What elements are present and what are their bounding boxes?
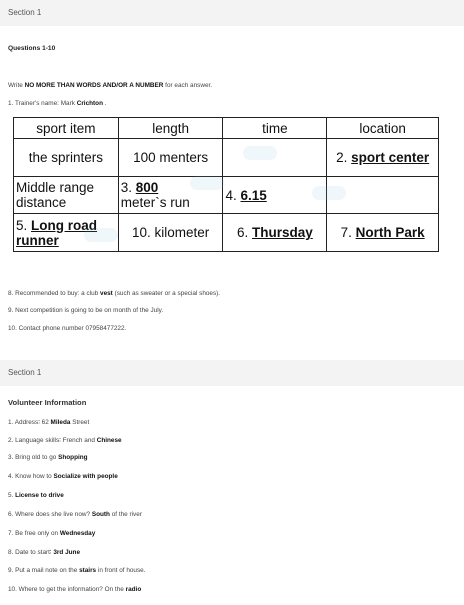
list-item: 9. Put a mail note on the stairs in front of house. bbox=[8, 567, 146, 574]
volunteer-heading: Volunteer Information bbox=[8, 398, 87, 407]
answer-5: Long road runner bbox=[16, 217, 98, 248]
question-10: 10. Contact phone number 07958477222. bbox=[8, 325, 127, 332]
section-title: Section 1 bbox=[8, 8, 42, 17]
answer-3: 800 bbox=[135, 180, 159, 195]
cell-time bbox=[223, 139, 327, 177]
answer-4: 6.15 bbox=[240, 187, 267, 203]
cell-location bbox=[327, 177, 439, 214]
question-8: 8. Recommended to buy: a club vest (such as sweater or a special shoes). bbox=[8, 290, 221, 297]
cell-sport-item: 5. Long road runner bbox=[14, 214, 119, 252]
list-item: 5. License to drive bbox=[8, 492, 64, 499]
list-item: 10. Where to get the information? On the radio bbox=[8, 586, 142, 593]
question-1: 1. Trainer's name: Mark Crichton . bbox=[8, 100, 107, 107]
cell-location: 7. North Park bbox=[327, 214, 439, 252]
list-item: 1. Address∶ 62 Mileda Street bbox=[8, 419, 90, 426]
cell-length: 3. 800 meter`s run bbox=[118, 177, 223, 214]
header-length: length bbox=[118, 118, 223, 139]
instruction-text: Write NO MORE THAN WORDS AND/OR A NUMBER for each answer. bbox=[8, 82, 213, 89]
table-header-row bbox=[14, 118, 439, 139]
answer-table bbox=[13, 117, 439, 252]
list-item: 4. Know how to Socialize with people bbox=[8, 473, 118, 480]
table-row bbox=[14, 177, 439, 214]
list-item: 6. Where does she live now? South of the river bbox=[8, 511, 142, 518]
cell-time: 6. Thursday bbox=[223, 214, 327, 252]
cell-location: 2. sport center bbox=[327, 139, 439, 177]
questions-heading: Questions 1-10 bbox=[8, 45, 56, 52]
answer-7: North Park bbox=[355, 225, 425, 240]
table-row bbox=[14, 139, 439, 177]
cell-sport-item: the sprinters bbox=[14, 139, 119, 177]
section-title: Section 1 bbox=[8, 368, 42, 377]
list-item: 3. Bring old to go Shopping bbox=[8, 454, 88, 461]
header-time: time bbox=[223, 118, 327, 139]
cell-length: 10. kilometer bbox=[118, 214, 223, 252]
answer-2: sport center bbox=[351, 150, 430, 165]
list-item: 7. Be free only on Wednesday bbox=[8, 530, 96, 537]
header-sport-item: sport item bbox=[14, 118, 119, 139]
table-row bbox=[14, 214, 439, 252]
header-location: location bbox=[327, 118, 439, 139]
cell-time: 4. 6.15 bbox=[223, 177, 327, 214]
section-header bbox=[0, 360, 464, 386]
answer-6: Thursday bbox=[252, 225, 313, 240]
question-9: 9. Next competition is going to be on month of the July. bbox=[8, 307, 164, 314]
cell-sport-item: Middle range distance bbox=[14, 177, 119, 214]
list-item: 8. Date to start∶ 3rd June bbox=[8, 549, 80, 556]
list-item: 2. Language skills∶ French and Chinese bbox=[8, 437, 122, 444]
cell-length: 100 menters bbox=[118, 139, 223, 177]
section-header bbox=[0, 0, 464, 26]
